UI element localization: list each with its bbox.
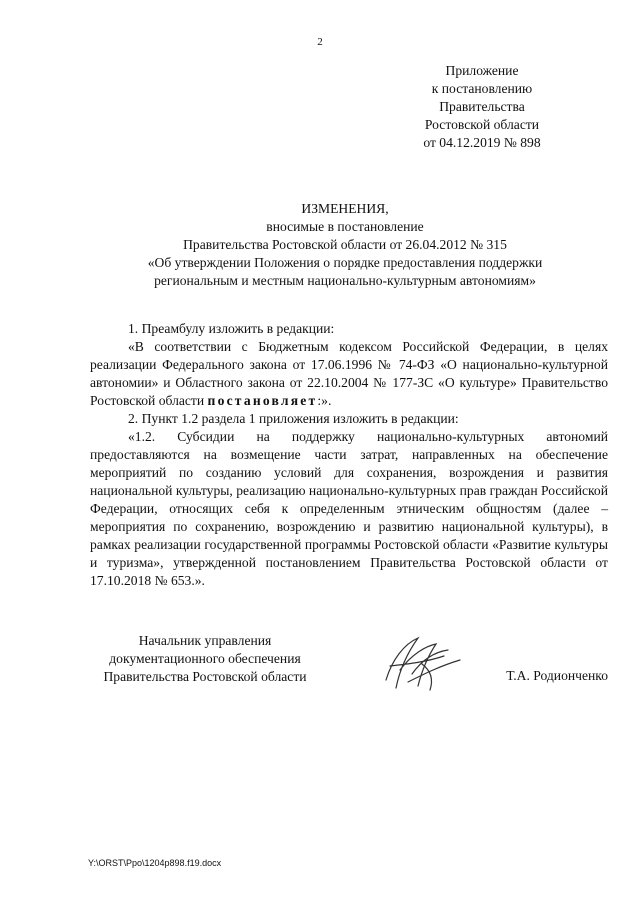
heading-line: «Об утверждении Положения о порядке предоставления поддержки: [147, 255, 543, 270]
appendix-block: [382, 62, 582, 152]
signer-line: документационного обеспечения: [109, 651, 301, 666]
appendix-line: к постановлению: [431, 81, 533, 96]
item-1-text-main: «В соответствии с Бюджетным кодексом Российской Федерации, в целях реализации Федерального закона от 17.06.1996 № 74-ФЗ «О национально-культурной автономии» и Областного закона от 22.10.2004 № 177-ЗС «О культуре» Правительство Ростовской области: [90, 339, 608, 408]
page-number: 2: [317, 36, 323, 48]
item-1-text-end: :».: [317, 393, 332, 408]
signer-name: Т.А. Родионченко: [506, 668, 608, 683]
heading-line: вносимые в постановление: [266, 219, 424, 234]
signer-position: [90, 632, 320, 686]
heading-title: ИЗМЕНЕНИЯ,: [301, 201, 389, 216]
signer-line: Правительства Ростовской области: [103, 669, 307, 684]
item-2-text: «1.2. Субсидии на поддержку национально-культурных автономий предоставляются на возмещение части затрат, направленных на обеспечение мероприятий по созданию условий для сохранения, возрождения и развития национальной культуры, реализацию национально-культурных прав граждан Российской Федерации, относящих себя к определенным этническим общностям (далее – мероприятия по сохранению, возрождению и развитию национальной культуры), в рамках реализации государственной программы Ростовской области «Развитие культуры и туризма», утвержденной постановлением Правительства Ростовской области от 17.10.2018 № 653.».: [90, 429, 608, 588]
appendix-line: Правительства: [439, 99, 525, 114]
signer-line: Начальник управления: [138, 633, 272, 648]
item-2-title: 2. Пункт 1.2 раздела 1 приложения изложить в редакции:: [128, 411, 459, 426]
appendix-line: Приложение: [445, 63, 519, 78]
heading-line: региональным и местным национально-культурным автономиям»: [154, 273, 536, 288]
document-body: [90, 320, 608, 590]
item-1-decree-word: постановляет: [207, 393, 318, 408]
file-path: Y:\ORST\Ppo\1204p898.f19.docx: [88, 858, 222, 868]
document-heading: [90, 200, 600, 290]
item-1-title: 1. Преамбулу изложить в редакции:: [128, 321, 335, 336]
appendix-line: от 04.12.2019 № 898: [423, 135, 541, 150]
signature-image: [378, 630, 464, 700]
heading-line: Правительства Ростовской области от 26.04.2012 № 315: [183, 237, 507, 252]
appendix-line: Ростовской области: [424, 117, 540, 132]
item-1-text: [90, 338, 608, 410]
